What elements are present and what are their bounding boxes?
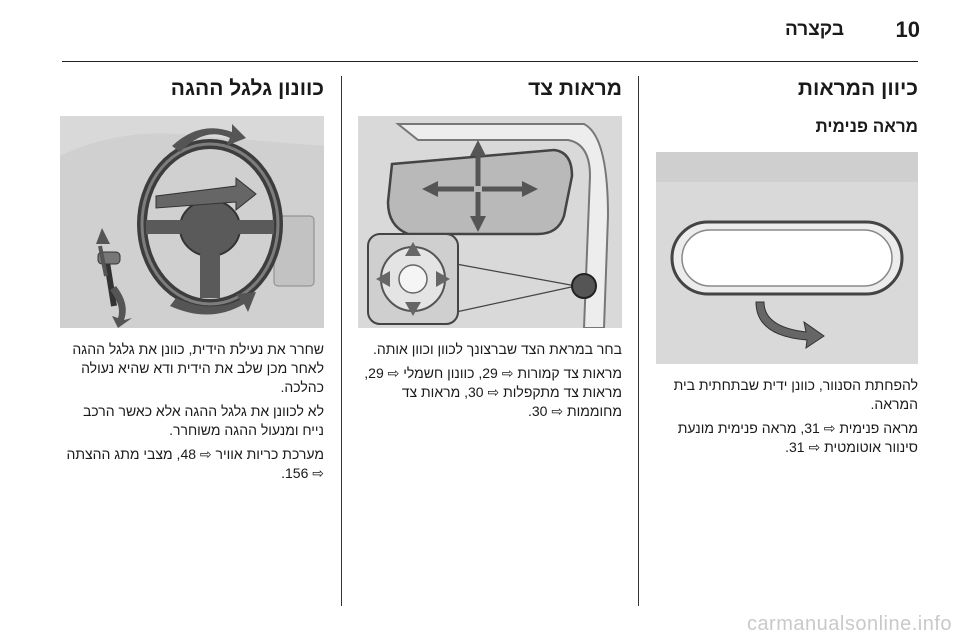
side-mirror-illustration: [358, 116, 622, 328]
paragraph-1: שחרר את נעילת הידית, כוונן את גלגל ההגה לאחר מכן שלב את הידית ודא שהיא נעולה כהלכה.: [72, 341, 324, 395]
interior-mirror-illustration: [656, 152, 918, 364]
page-header: [0, 0, 960, 60]
header-divider: [62, 61, 918, 62]
section-title: בקצרה: [785, 19, 844, 40]
page-number: 10: [895, 17, 920, 42]
column-side-mirrors: [358, 76, 622, 426]
paragraph-2: מראה פנימית ⇨ 31, מראה פנימית מונעת סינוור אוטומטית ⇨ 31.: [677, 420, 918, 455]
paragraph-1: בחר במראת הצד שברצונך לכוון וכוון אותה.: [372, 341, 622, 357]
watermark: carmanualsonline.info: [746, 613, 952, 635]
column-title: מראות צד: [528, 77, 622, 100]
column-title: כוונון גלגל ההגה: [170, 77, 324, 100]
paragraph-3: מערכת כריות אוויר ⇨ 48, מצבי מתג ההצתה ⇨ 156.: [66, 446, 324, 481]
column-mirrors-adjustment: [656, 76, 918, 462]
column-divider-left: [341, 76, 342, 606]
column-divider-right: [638, 76, 639, 606]
column-title: כיוון המראות: [797, 77, 918, 100]
column-subtitle: מראה פנימית: [815, 117, 918, 136]
paragraph-2: לא לכוונן את גלגל ההגה אלא כאשר הרכב נייח ומנעול ההגה משוחרר.: [82, 403, 324, 438]
steering-wheel-illustration: [60, 116, 324, 328]
paragraph-2: מראות צד קמורות ⇨ 29, כוונון חשמלי ⇨ 29, מראות צד מתקפלות ⇨ 30, מראות צד מחוממות ⇨ 30.: [364, 365, 622, 419]
paragraph-1: להפחתת הסנוור, כוונן ידית שבתחתית בית המראה.: [673, 377, 918, 412]
column-steering-wheel: [60, 76, 324, 488]
